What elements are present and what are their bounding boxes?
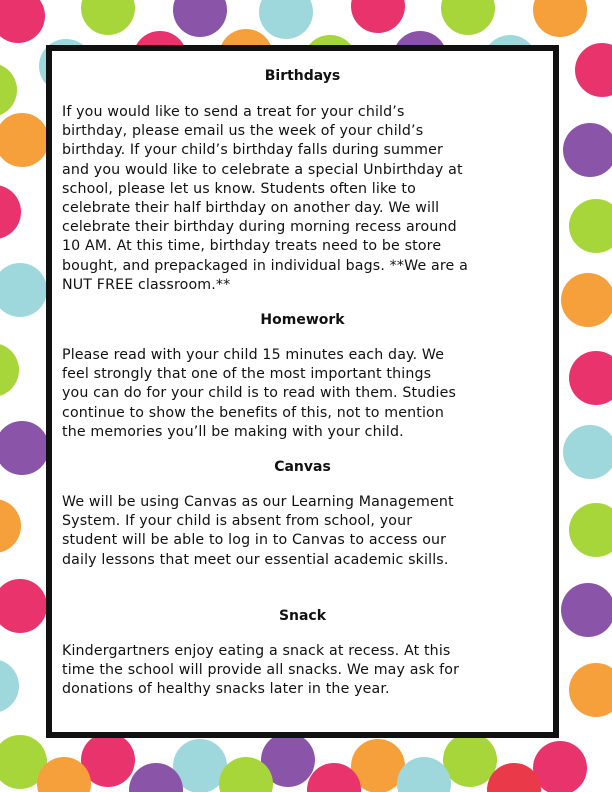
birthdays-paragraph: [62, 103, 543, 295]
snack-line: time the school will provide all snacks. We may ask for: [62, 662, 460, 679]
polka-dot: [441, 0, 495, 35]
homework-line: you can do for your child is to read with them. Studies: [62, 385, 457, 402]
birthdays-line: bought, and prepackaged in individual bags. **We are a: [62, 257, 468, 274]
canvas-line: student will be able to log in to Canvas to access our: [62, 532, 447, 549]
birthdays-line: and you would like to celebrate a special Unbirthday at: [62, 161, 463, 178]
polka-dot: [259, 0, 313, 39]
polka-dot: [173, 0, 227, 37]
info-card: [46, 45, 559, 738]
polka-dot: [443, 733, 497, 787]
birthdays-line: 10 AM. At this time, birthday treats need to be store: [62, 238, 442, 255]
snack-line: donations of healthy snacks later in the year.: [62, 681, 390, 698]
polka-dot: [575, 43, 612, 97]
polka-dot: [569, 351, 612, 405]
polka-dot: [0, 499, 21, 553]
polka-dot: [563, 123, 612, 177]
polka-dot: [533, 741, 587, 792]
homework-line: continue to show the benefits of this, not to mention: [62, 404, 445, 421]
birthdays-line: celebrate their half birthday on another day. We will: [62, 200, 440, 217]
polka-dot: [351, 0, 405, 33]
birthdays-line: NUT FREE classroom.**: [62, 276, 231, 293]
homework-line: feel strongly that one of the most important things: [62, 366, 432, 383]
polka-dot: [0, 63, 17, 117]
canvas-line: System. If your child is absent from school, your: [62, 513, 413, 530]
polka-dot: [81, 0, 135, 35]
homework-paragraph: [62, 346, 543, 442]
polka-dot: [0, 343, 19, 397]
polka-dot: [0, 659, 19, 713]
polka-dot: [0, 579, 47, 633]
canvas-heading: Canvas: [274, 459, 331, 476]
birthdays-line: birthday. If your child’s birthday falls during summer: [62, 142, 443, 159]
birthdays-line: celebrate their birthday during morning recess around: [62, 219, 457, 236]
homework-line: the memories you’ll be making with your child.: [62, 423, 404, 440]
canvas-line: daily lessons that meet our essential academic skills.: [62, 551, 449, 568]
homework-heading: Homework: [260, 312, 345, 329]
canvas-line: We will be using Canvas as our Learning Management: [62, 494, 454, 511]
polka-dot: [569, 663, 612, 717]
birthdays-heading: Birthdays: [264, 68, 341, 84]
canvas-paragraph: [62, 493, 543, 570]
polka-dot: [0, 0, 45, 43]
polka-dot: [561, 273, 612, 327]
snack-heading: Snack: [278, 607, 327, 624]
polka-dot: [569, 503, 612, 557]
homework-line: Please read with your child 15 minutes each day. We: [62, 347, 445, 364]
birthdays-line: birthday, please email us the week of your child’s: [62, 123, 424, 140]
birthdays-line: school, please let us know. Students often like to: [62, 180, 416, 197]
polka-dot: [569, 199, 612, 253]
snack-line: Kindergartners enjoy eating a snack at recess. At this: [62, 642, 451, 659]
polka-dot: [0, 263, 47, 317]
snack-paragraph: [62, 642, 543, 700]
birthdays-line: If you would like to send a treat for your child’s: [62, 104, 405, 120]
polka-dot: [397, 757, 451, 792]
polka-dot: [0, 113, 49, 167]
polka-dot: [0, 185, 21, 239]
polka-dot: [0, 421, 49, 475]
polka-dot: [533, 0, 587, 37]
polka-dot: [563, 425, 612, 479]
polka-dot: [561, 583, 612, 637]
